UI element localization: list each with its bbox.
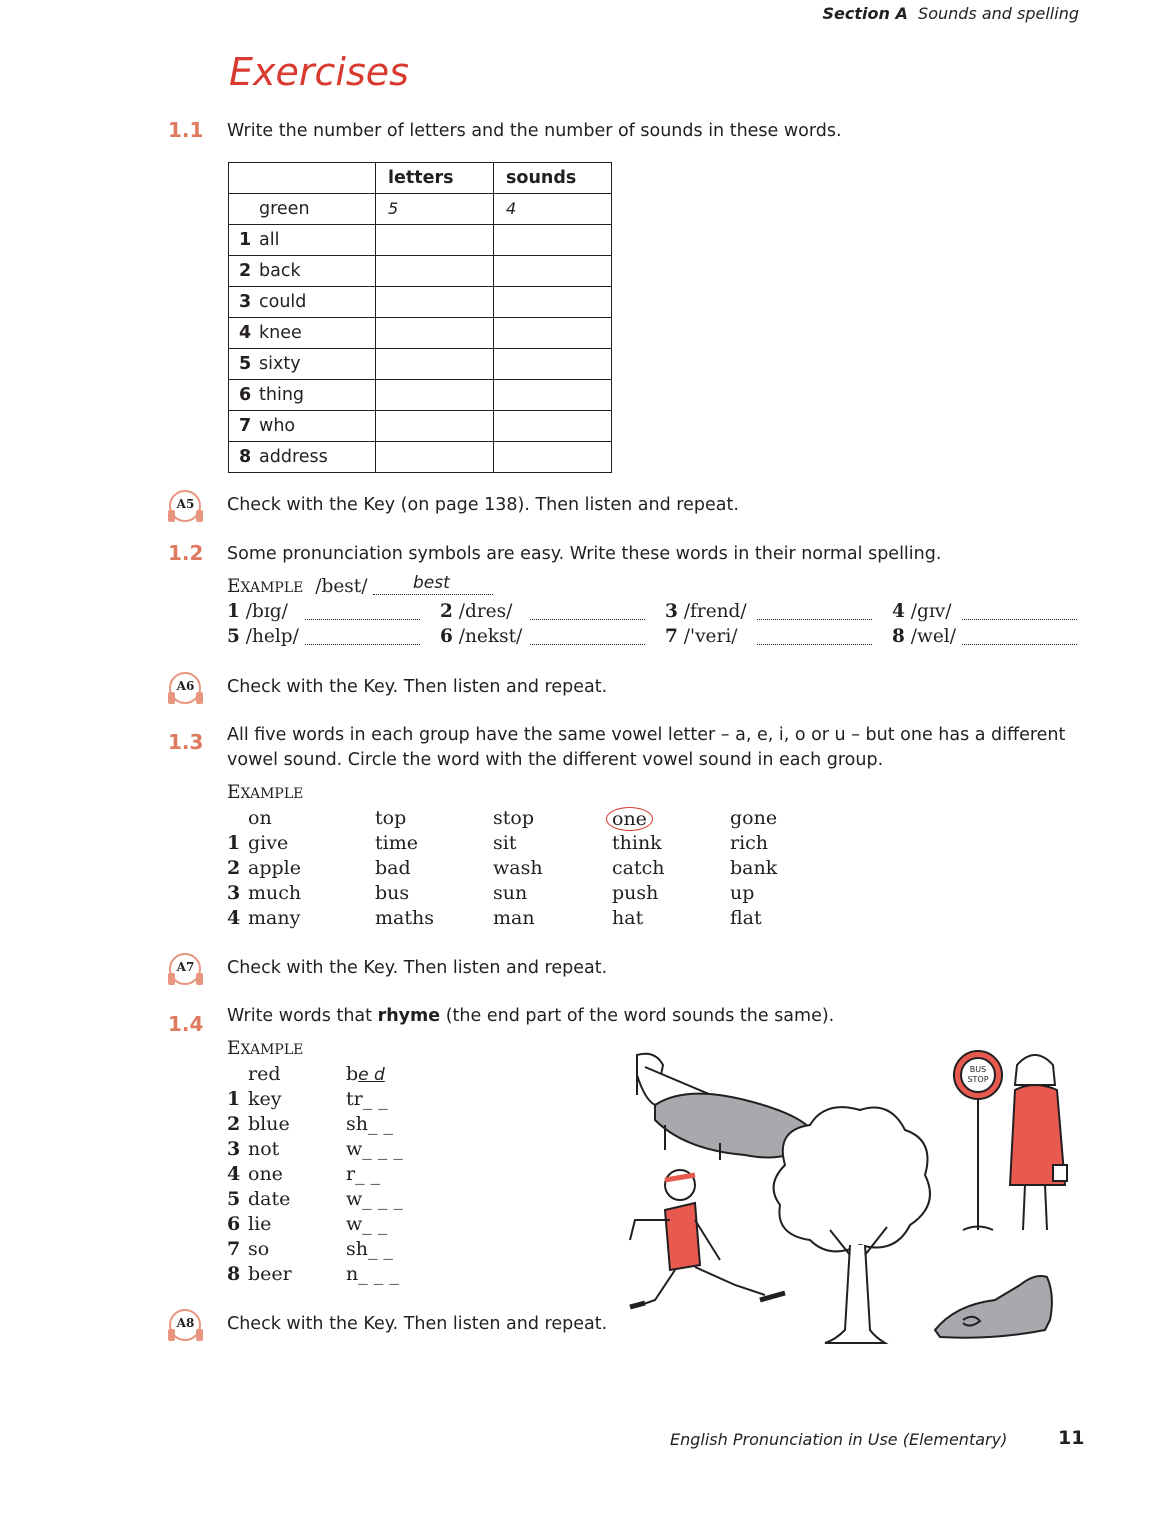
- word-option[interactable]: hat: [612, 907, 644, 929]
- audio-track-icon[interactable]: A8: [168, 1309, 204, 1343]
- rhyme-blank[interactable]: w_ _: [346, 1213, 388, 1235]
- word-option[interactable]: sun: [493, 882, 528, 904]
- check-key-text: Check with the Key. Then listen and repeat.: [227, 1314, 608, 1334]
- letters-cell[interactable]: [376, 349, 494, 380]
- example-answer: e d: [358, 1065, 385, 1085]
- symbol-item: 5 /help/: [227, 626, 299, 647]
- word-option[interactable]: flat: [730, 907, 762, 929]
- exercise-instruction: Some pronunciation symbols are easy. Write these words in their normal spelling.: [227, 544, 942, 564]
- symbol-item: 4 /gɪv/: [892, 601, 952, 622]
- answer-blank[interactable]: [530, 644, 645, 645]
- rhyme-blank[interactable]: w_ _ _: [346, 1138, 403, 1160]
- rhyme-blank[interactable]: w_ _ _: [346, 1188, 403, 1210]
- word-option[interactable]: time: [375, 832, 418, 854]
- word-option[interactable]: maths: [375, 907, 434, 929]
- table-row-example: [229, 194, 612, 225]
- rhyme-blank[interactable]: sh_ _: [346, 1113, 394, 1135]
- exercise-number: 1.2: [168, 541, 204, 565]
- word-option[interactable]: man: [493, 907, 535, 929]
- exercise-number: 1.3: [168, 730, 204, 754]
- sounds-cell[interactable]: [494, 287, 612, 318]
- word-option[interactable]: give: [248, 832, 289, 854]
- rhyme-illustration: [625, 1045, 1080, 1365]
- column-header-sounds: sounds: [494, 163, 612, 194]
- word-option[interactable]: many: [248, 907, 301, 929]
- answer-blank[interactable]: [757, 619, 872, 620]
- word-option[interactable]: bus: [375, 882, 410, 904]
- section-label: Section A: [822, 4, 908, 23]
- answer-blank[interactable]: [757, 644, 872, 645]
- page-header: [823, 4, 1079, 23]
- symbol-item: 6 /nekst/: [440, 626, 523, 647]
- symbol-item: 2 /dres/: [440, 601, 513, 622]
- table-row: 7 who: [229, 411, 612, 442]
- sounds-cell[interactable]: [494, 411, 612, 442]
- svg-text:STOP: STOP: [967, 1075, 989, 1084]
- rhyme-blank[interactable]: tr_ _: [346, 1088, 388, 1110]
- symbol-item: 3 /frend/: [665, 601, 747, 622]
- sounds-cell[interactable]: [494, 349, 612, 380]
- exercise-number: 1.1: [168, 118, 204, 142]
- rhyme-blank[interactable]: n_ _ _: [346, 1263, 399, 1285]
- circled-answer: one: [606, 807, 653, 831]
- answer-blank[interactable]: [530, 619, 645, 620]
- word-option[interactable]: rich: [730, 832, 769, 854]
- answer-blank[interactable]: [962, 619, 1077, 620]
- symbol-item: 7 /'veri/: [665, 626, 738, 647]
- sounds-cell[interactable]: [494, 380, 612, 411]
- example-sounds-answer: 4: [506, 199, 517, 218]
- sounds-cell[interactable]: [494, 318, 612, 349]
- check-key-text: Check with the Key (on page 138). Then listen and repeat.: [227, 495, 739, 515]
- example-letters-answer: 5: [388, 199, 399, 218]
- check-key-text: Check with the Key. Then listen and repeat.: [227, 677, 608, 697]
- letters-cell[interactable]: [376, 287, 494, 318]
- sounds-cell[interactable]: [494, 225, 612, 256]
- letters-cell[interactable]: [376, 318, 494, 349]
- word-option[interactable]: push: [612, 882, 659, 904]
- rhyme-blank[interactable]: sh_ _: [346, 1238, 394, 1260]
- exercise-instruction: Write words that rhyme (the end part of the word sounds the same).: [227, 1006, 835, 1026]
- word-option[interactable]: sit: [493, 832, 517, 854]
- example-label: EXAMPLE: [227, 782, 304, 803]
- word-option[interactable]: up: [730, 882, 755, 904]
- table-row: 3 could: [229, 287, 612, 318]
- word-option[interactable]: bank: [730, 857, 778, 879]
- exercise-instruction-line1: All five words in each group have the same vowel letter – a, e, i, o or u – but one has a different: [227, 725, 1066, 745]
- word-option[interactable]: apple: [248, 857, 301, 879]
- tree-drawing: [774, 1107, 930, 1343]
- sounds-cell[interactable]: [494, 256, 612, 287]
- audio-track-icon[interactable]: A7: [168, 953, 204, 987]
- example-symbol: /best/: [315, 576, 368, 597]
- exercise-instruction-line2: vowel sound. Circle the word with the different vowel sound in each group.: [227, 750, 884, 770]
- example-answer: best: [413, 573, 450, 593]
- answer-blank[interactable]: [305, 619, 420, 620]
- book-title-footer: English Pronunciation in Use (Elementary): [670, 1430, 1008, 1449]
- example-label: EXAMPLE /best/: [227, 576, 368, 597]
- letters-cell[interactable]: [376, 380, 494, 411]
- audio-track-icon[interactable]: A5: [168, 490, 204, 524]
- example-word: green: [229, 194, 376, 225]
- table-row: 4 knee: [229, 318, 612, 349]
- symbol-item: 1 /bɪg/: [227, 601, 288, 622]
- letters-cell[interactable]: [376, 256, 494, 287]
- exercise-number: 1.4: [168, 1012, 204, 1036]
- letters-cell[interactable]: [376, 442, 494, 473]
- bus-stop-sign: [954, 1051, 1002, 1230]
- word-option[interactable]: much: [248, 882, 302, 904]
- page-title: Exercises: [229, 50, 409, 94]
- table-row: 8 address: [229, 442, 612, 473]
- woman-drawing: [1010, 1055, 1067, 1230]
- table-row: 5 sixty: [229, 349, 612, 380]
- symbol-item: 8 /wel/: [892, 626, 956, 647]
- rhyme-blank[interactable]: r_ _: [346, 1163, 381, 1185]
- column-header-letters: letters: [376, 163, 494, 194]
- svg-text:BUS: BUS: [969, 1065, 987, 1074]
- table-row: 1 all: [229, 225, 612, 256]
- runner-drawing: [630, 1170, 785, 1307]
- section-topic: Sounds and spelling: [918, 4, 1079, 23]
- letters-sounds-table: [228, 162, 612, 473]
- answer-blank[interactable]: [962, 644, 1077, 645]
- check-key-text: Check with the Key. Then listen and repeat.: [227, 958, 608, 978]
- word-option[interactable]: catch: [612, 857, 665, 879]
- table-row: 2 back: [229, 256, 612, 287]
- table-header-row: [229, 163, 612, 194]
- sounds-cell[interactable]: [494, 442, 612, 473]
- letters-cell[interactable]: [376, 225, 494, 256]
- exercise-instruction: Write the number of letters and the number of sounds in these words.: [227, 121, 842, 141]
- word-option[interactable]: wash: [493, 857, 543, 879]
- shoe-drawing: [935, 1276, 1052, 1338]
- audio-track-icon[interactable]: A6: [168, 672, 204, 706]
- answer-blank[interactable]: [305, 644, 420, 645]
- example-label: EXAMPLE: [227, 1038, 304, 1059]
- letters-cell[interactable]: [376, 411, 494, 442]
- word-option[interactable]: think: [612, 832, 662, 854]
- table-row: 6 thing: [229, 380, 612, 411]
- word-option[interactable]: bad: [375, 857, 411, 879]
- page-number: 11: [1058, 1427, 1085, 1449]
